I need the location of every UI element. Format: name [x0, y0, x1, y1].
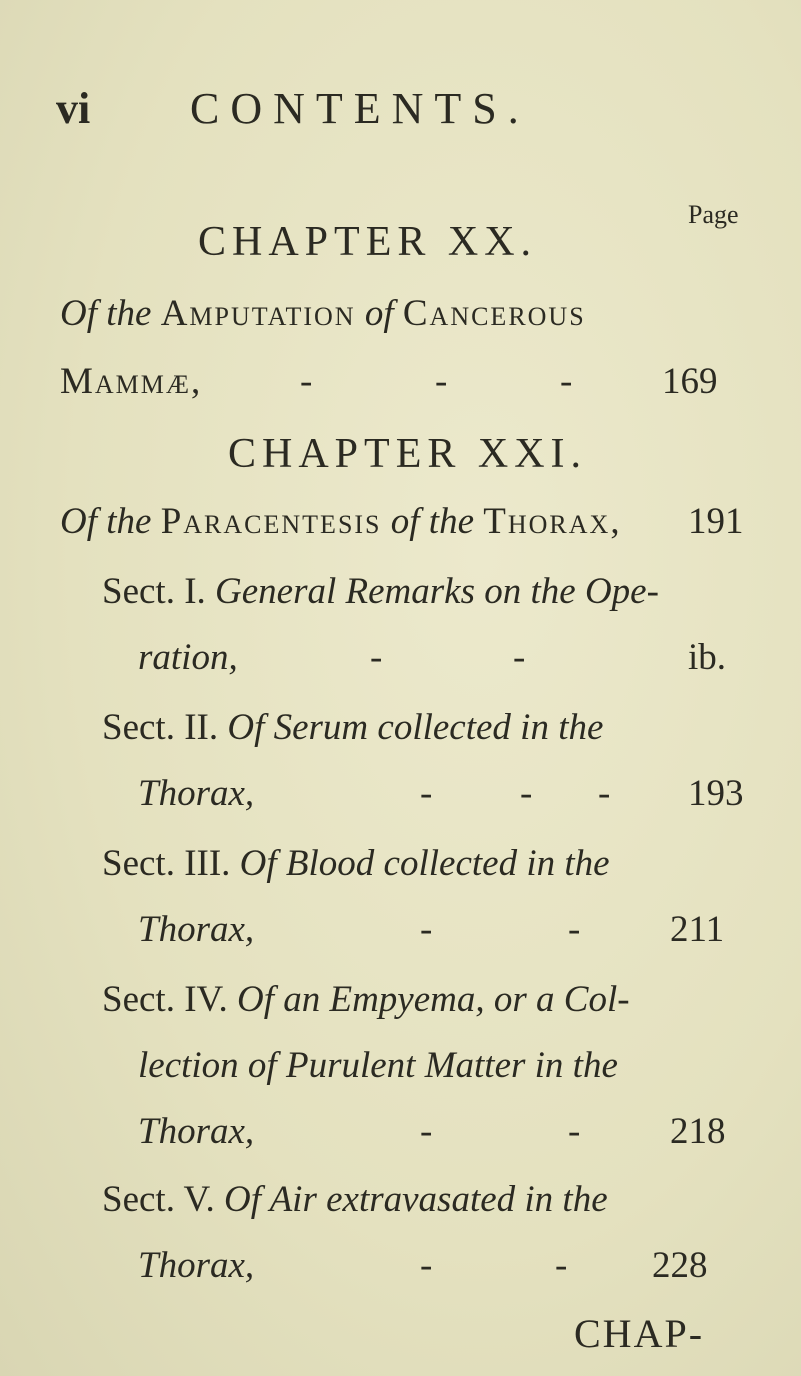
- section-title-cont: lection of Purulent Matter in the: [138, 1045, 618, 1086]
- leader-dash: -: [300, 361, 313, 402]
- section-label: Sect. III.: [102, 843, 231, 884]
- leader-dash: -: [370, 637, 383, 678]
- leader-dash: -: [598, 773, 611, 814]
- chapter-title-line: [60, 292, 586, 335]
- title-word: the: [106, 293, 152, 334]
- section-label: Sect. II.: [102, 707, 219, 748]
- page-ref: 169: [662, 361, 718, 402]
- section-entry: [102, 842, 610, 885]
- section-title: Of Air extravasated in the: [223, 1179, 608, 1220]
- page-number: vi: [56, 84, 91, 133]
- section-title-cont: ration,: [138, 637, 238, 678]
- page-ref: ib.: [688, 637, 727, 678]
- leader-dash: -: [420, 1245, 433, 1286]
- title-word: Of: [60, 501, 97, 542]
- section-entry: [102, 978, 630, 1021]
- section-title: General Remarks on the Ope-: [215, 571, 659, 612]
- catchword: CHAP-: [574, 1311, 705, 1356]
- page-ref: 211: [670, 909, 725, 950]
- section-title-cont: Thorax,: [138, 773, 255, 814]
- section-title-cont: Thorax,: [138, 909, 255, 950]
- title-word: of: [364, 293, 394, 334]
- section-label: Sect. IV.: [102, 979, 228, 1020]
- page-ref: 218: [670, 1111, 726, 1152]
- title-word: Cancerous: [402, 293, 586, 334]
- section-label: Sect. V.: [102, 1179, 215, 1220]
- leader-dash: -: [420, 909, 433, 950]
- title-word: Thorax,: [483, 501, 622, 542]
- section-title-cont: Thorax,: [138, 1111, 255, 1152]
- title-word: Of: [60, 293, 97, 334]
- leader-dash: -: [568, 1111, 581, 1152]
- chapter-heading: CHAPTER XXI.: [228, 431, 588, 477]
- leader-dash: -: [435, 361, 448, 402]
- page-ref: 191: [688, 501, 744, 542]
- leader-dash: -: [568, 909, 581, 950]
- section-entry: [102, 1178, 608, 1221]
- leader-dash: -: [560, 361, 573, 402]
- section-title: Of Serum collected in the: [227, 707, 604, 748]
- chapter-title-line: Mammæ,: [60, 361, 203, 402]
- leader-dash: -: [420, 1111, 433, 1152]
- page-ref: 228: [652, 1245, 708, 1286]
- section-label: Sect. I.: [102, 571, 206, 612]
- title-word: Amputation: [160, 293, 356, 334]
- leader-dash: -: [420, 773, 433, 814]
- chapter-heading: CHAPTER XX.: [198, 219, 538, 265]
- page-column-label: Page: [688, 200, 739, 229]
- section-title-cont: Thorax,: [138, 1245, 255, 1286]
- title-word: of the: [390, 501, 475, 542]
- section-entry: [102, 570, 659, 613]
- title-word: Paracentesis: [160, 501, 382, 542]
- leader-dash: -: [520, 773, 533, 814]
- leader-dash: -: [513, 637, 526, 678]
- page-ref: 193: [688, 773, 744, 814]
- section-entry: [102, 706, 603, 749]
- title-word: the: [106, 501, 152, 542]
- chapter-title-line: [60, 500, 622, 543]
- running-title: CONTENTS.: [190, 84, 530, 133]
- section-title: Of Blood collected in the: [239, 843, 610, 884]
- leader-dash: -: [555, 1245, 568, 1286]
- section-title: Of an Empyema, or a Col-: [236, 979, 630, 1020]
